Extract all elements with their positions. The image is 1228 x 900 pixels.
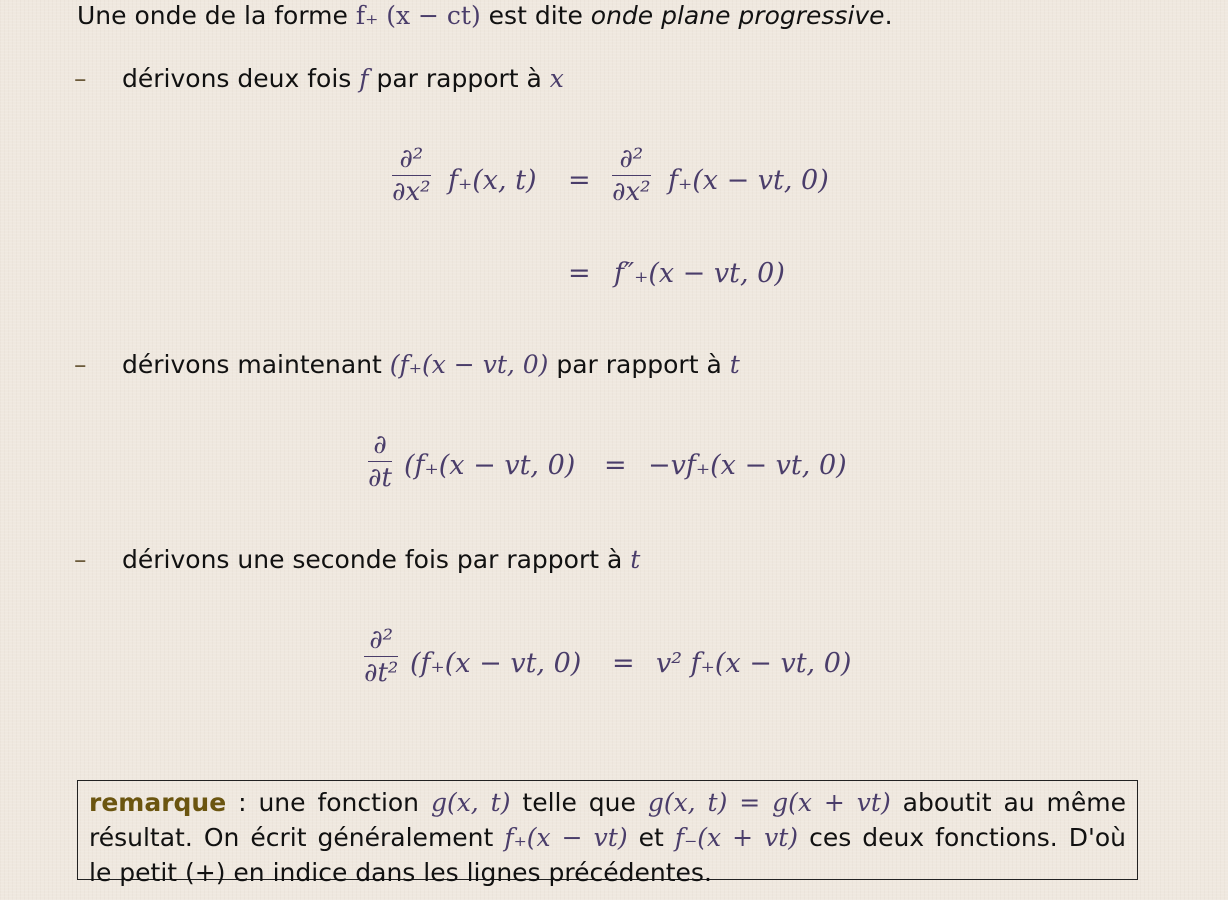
- intro-sentence: [77, 3, 893, 28]
- bullet-1-math-f: f: [359, 64, 369, 93]
- bullet-2-text-2: par rapport à: [548, 350, 730, 379]
- eq4-frac-num: ∂²: [364, 627, 398, 657]
- eq1-lhs: f₊(x, t): [448, 165, 537, 196]
- bullet-2-math-t: t: [729, 350, 740, 379]
- bullet-dash-2: –: [74, 350, 87, 379]
- bullet-3-text: dérivons une seconde fois par rapport à: [122, 545, 631, 574]
- eq1-frac-num: ∂²: [392, 146, 431, 176]
- remark-l1-math-1: g(x, t): [430, 788, 511, 817]
- remark-l2-math-2: f₋(x + vt): [674, 823, 799, 852]
- remark-box: [77, 780, 1138, 887]
- eq1-frac2-num: ∂²: [612, 146, 651, 176]
- eq4-frac-den: ∂t²: [364, 658, 399, 688]
- bullet-3-math-t: t: [630, 545, 641, 574]
- remark-l2-text: résultat. On écrit généralement: [89, 823, 505, 852]
- remark-line-3: le petit (+) en indice dans les lignes précédentes.: [89, 858, 712, 887]
- eq1-frac2-den: ∂x²: [612, 177, 651, 207]
- eq1-fraction-right: [612, 146, 651, 205]
- bullet-2-math: (f₊(x − vt, 0): [389, 350, 549, 379]
- remark-l2-text-2: et: [627, 823, 675, 852]
- remark-l1-math-2: g(x, t) = g(x + vt): [647, 788, 891, 817]
- intro-text: Une onde de la forme: [77, 1, 356, 30]
- bullet-1-text-2: par rapport à: [368, 64, 550, 93]
- bullet-1-math-x: x: [549, 64, 564, 93]
- bullet-1-text: dérivons deux fois: [122, 64, 360, 93]
- remark-l2-math-1: f₊(x − vt): [504, 823, 628, 852]
- eq3-frac-den: ∂t: [368, 463, 392, 493]
- eq2-equals: =: [568, 258, 591, 289]
- eq1-frac-den: ∂x²: [392, 177, 431, 207]
- eq4-lhs: (f₊(x − vt, 0): [410, 648, 582, 679]
- eq3-rhs: −vf₊(x − vt, 0): [648, 450, 847, 481]
- eq3-fraction: [368, 432, 392, 491]
- remark-line-1: [89, 785, 1126, 820]
- remark-keyword: remarque: [89, 788, 227, 817]
- remark-l2-text-3: ces deux fonctions. D'où: [798, 823, 1127, 852]
- remark-l1-text: : une fonction: [226, 788, 431, 817]
- remark-l1-text-2: telle que: [510, 788, 648, 817]
- eq1-rhs: f₊(x − vt, 0): [668, 165, 829, 196]
- bullet-1: [122, 66, 564, 91]
- remark-line-2: [89, 820, 1126, 855]
- bullet-2: [122, 352, 740, 377]
- bullet-dash-3: –: [74, 545, 87, 574]
- eq2-rhs: f″₊(x − vt, 0): [614, 258, 785, 289]
- eq3-lhs: (f₊(x − vt, 0): [404, 450, 576, 481]
- intro-text-2: est dite: [480, 1, 591, 30]
- eq3-frac-num: ∂: [368, 432, 392, 462]
- eq4-equals: =: [612, 648, 635, 679]
- bullet-3: [122, 547, 640, 572]
- eq1-equals: =: [568, 165, 591, 196]
- intro-period: .: [884, 1, 893, 30]
- bullet-dash-1: –: [74, 64, 87, 93]
- eq3-equals: =: [604, 450, 627, 481]
- eq1-fraction-left: [392, 146, 431, 205]
- eq4-fraction: [364, 627, 398, 686]
- bullet-2-text: dérivons maintenant: [122, 350, 390, 379]
- intro-emphasis: onde plane progressive: [590, 1, 885, 30]
- intro-math: f₊ (x − ct): [355, 1, 481, 30]
- eq4-rhs: v² f₊(x − vt, 0): [656, 648, 852, 679]
- remark-l1-text-3: aboutit au même: [890, 788, 1127, 817]
